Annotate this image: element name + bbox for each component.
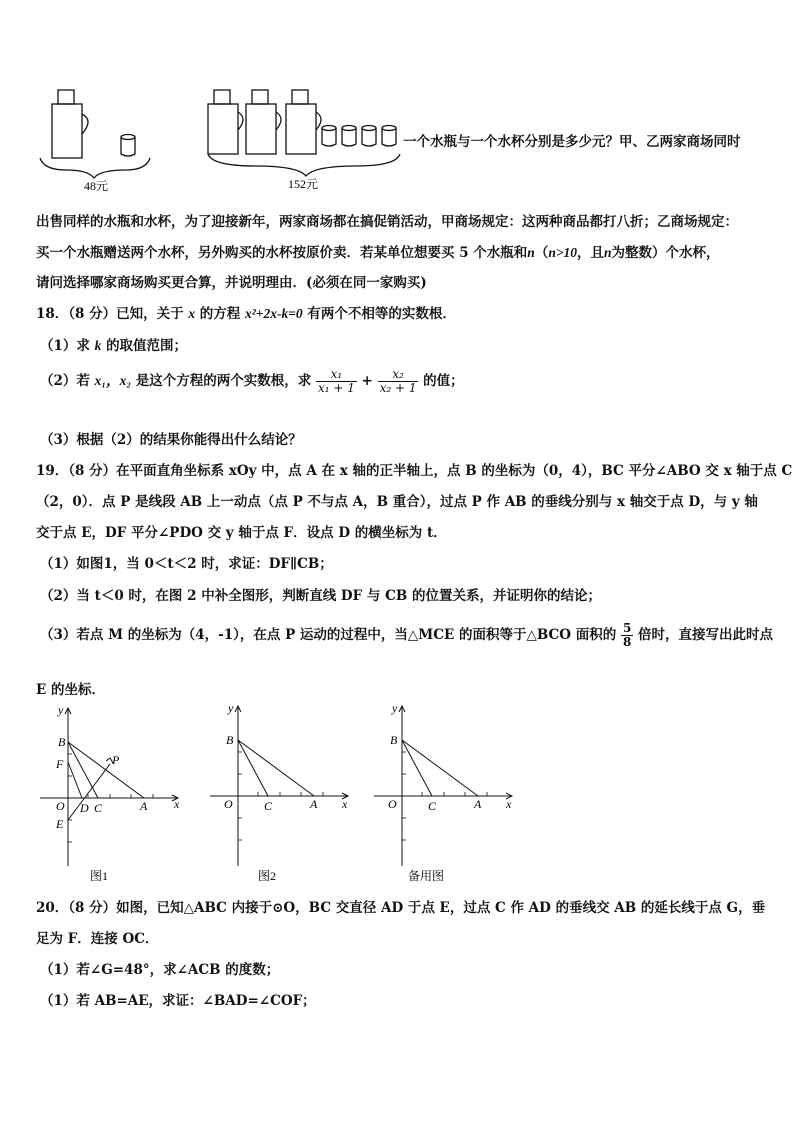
q18-head: 18．（8 分）已知，关于 x 的方程 x²+2x-k=0 有两个不相等的实数根． [36,306,456,322]
svg-text:B: B [58,735,66,749]
fraction-x1: $\frac{\text{x₁}}{\text{x₁ + 1}}$ [317,367,355,395]
cup-icon [322,126,336,147]
svg-text:x: x [174,797,180,811]
svg-text:C: C [428,799,437,813]
q20-line1: 20．（8 分）如图，已知△ABC 内接于⊙O，BC 交直径 AD 于点 E，过点 C 作 AD 的垂线交 AB 的延长线于点 G，垂 [36,900,766,916]
q19-part3-end: E 的坐标． [36,682,105,698]
q19-line3: 交于点 E，DF 平分∠PDO 交 y 轴于点 F．设点 D 的横坐标为 t． [36,525,447,541]
svg-text:P: P [112,753,120,767]
fraction-5-8: $\frac{5}{8}$ [622,621,632,649]
q17-inline-text: 一个水瓶与一个水杯分别是多少元？甲、乙两家商场同时 [403,134,741,150]
svg-text:A: A [140,799,148,813]
q20-part2: （1）若 AB=AE，求证：∠BAD=∠COF； [40,993,316,1009]
svg-text:x: x [342,797,348,811]
q20-line2: 足为 F．连接 OC． [36,931,159,947]
price-left: 48元 [84,179,109,193]
svg-text:O: O [224,797,233,811]
q19-part3: （3）若点 M 的坐标为（4，-1），在点 P 运动的过程中，当△MCE 的面积等于△BCO 面积的 $\frac{5}{8}$ 倍时，直接写出此时点 [40,621,773,649]
q17-line1: 出售同样的水瓶和水杯，为了迎接新年，两家商场都在搞促销活动，甲商场规定：这两种商品都打八折；乙商场规定： [36,214,738,230]
q17-line3: 请问选择哪家商场购买更合算，并说明理由．(必须在同一家购买) [36,275,427,291]
figure-1 [36,700,196,885]
svg-text:E: E [56,817,64,831]
svg-text:y: y [228,701,234,715]
bottle-icon [208,104,238,154]
svg-text:C: C [264,799,273,813]
brace-left [40,158,150,178]
svg-text:C: C [94,801,103,815]
q19-part2: （2）当 t＜0 时，在图 2 中补全图形，判断直线 DF 与 CB 的位置关系，并证明你的结论； [40,588,601,604]
svg-text:O: O [56,799,65,813]
figure-3 [370,700,520,885]
figure-1-caption: 图1 [90,869,109,883]
price-right: 152元 [288,177,319,191]
q20-part1: （1）若∠G=48°，求∠ACB 的度数； [40,962,280,978]
bottle-cup-figure [36,82,406,200]
q19-line1: 19．（8 分）在平面直角坐标系 xOy 中，点 A 在 x 轴的正半轴上，点 B 的坐标为（0，4），BC 平分∠ABO 交 x 轴于点 C [36,463,793,479]
figure-2-caption: 图2 [258,869,277,883]
q18-part3: （3）根据（2）的结果你能得出什么结论？ [40,432,302,448]
figure-3-caption: 备用图 [408,869,445,883]
svg-text:y: y [392,701,398,715]
svg-text:y: y [58,703,64,717]
bottle-icon [286,104,316,154]
figure-2 [206,700,356,885]
cup-icon [342,126,356,147]
bottle-icon [52,104,82,158]
q18-part2: （2）若 x₁，x₂ 是这个方程的两个实数根，求 $\frac{\text{x₁}}{\text{x₁ + 1}}$ + $\frac{\text{x₂}}{\text{x₂ + 1}}$ 的值； [40,367,464,395]
svg-text:A: A [310,797,318,811]
svg-text:O: O [388,797,397,811]
fraction-x2: $\frac{\text{x₂}}{\text{x₂ + 1}}$ [379,367,417,395]
svg-text:D: D [80,801,89,815]
cup-icon [382,126,396,147]
svg-text:F: F [56,757,64,771]
svg-text:A: A [474,797,482,811]
brace-right [208,154,400,176]
svg-text:B: B [390,733,398,747]
svg-text:B: B [226,733,234,747]
q19-line2: （2，0）．点 P 是线段 AB 上一动点（点 P 不与点 A，B 重合），过点 P 作 AB 的垂线分别与 x 轴交于点 D，与 y 轴 [36,494,758,510]
cup-icon [121,135,135,157]
bottle-icon [246,104,276,154]
cup-icon [362,126,376,147]
q18-part1: （1）求 k 的取值范围； [40,338,188,354]
q19-part1: （1）如图1，当 0＜t＜2 时，求证：DF∥CB； [40,556,333,572]
svg-text:x: x [506,797,512,811]
q17-line2: 买一个水瓶赠送两个水杯，另外购买的水杯按原价卖．若某单位想要买 5 个水瓶和n（n>10，且n为整数）个水杯， [36,245,720,261]
